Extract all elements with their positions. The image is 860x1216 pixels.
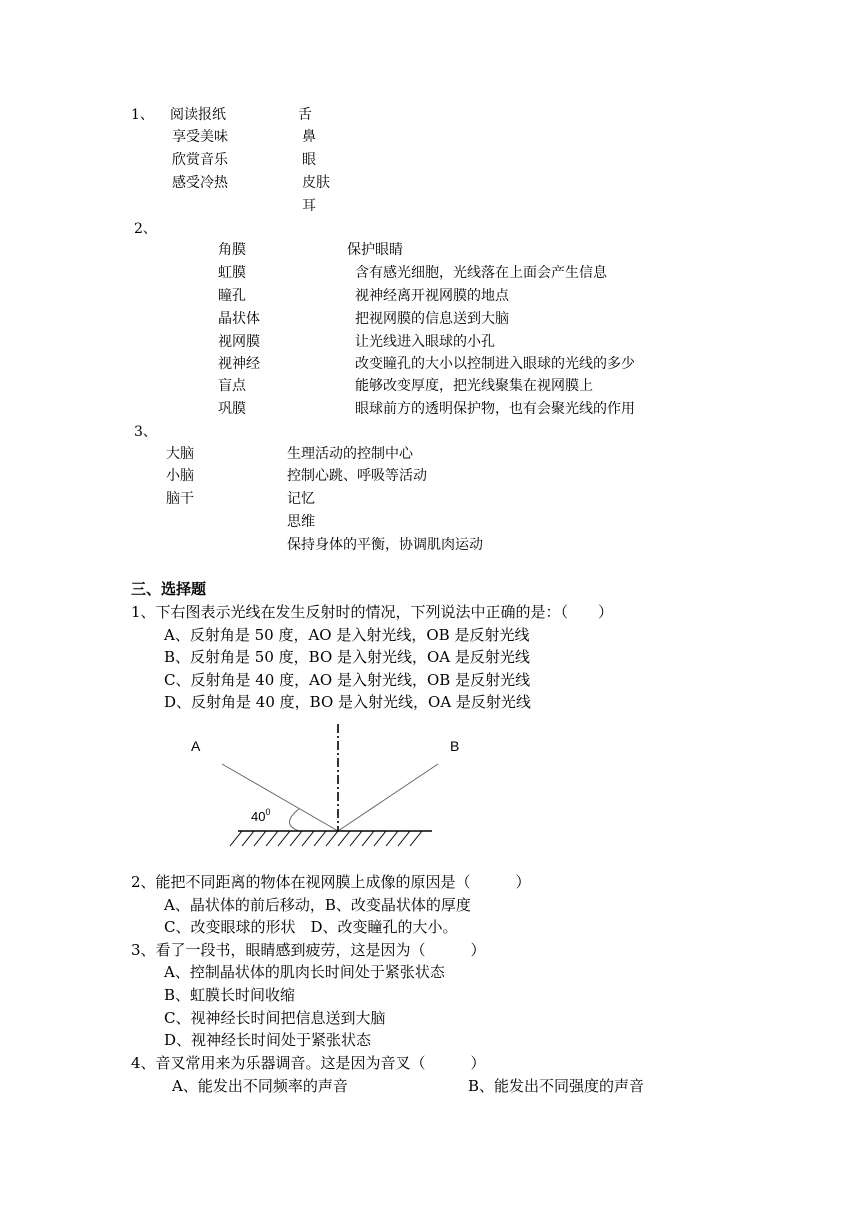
question-2-stem: 2、能把不同距离的物体在视网膜上成像的原因是（ ） <box>131 873 531 891</box>
hatch-line <box>314 831 326 846</box>
match-2-right-item: 视神经离开视网膜的地点 <box>355 288 509 304</box>
hatch-line <box>290 831 302 846</box>
match-2-right-item: 让光线进入眼球的小孔 <box>355 334 495 350</box>
hatch-line <box>374 831 386 846</box>
hatch-line <box>398 831 410 846</box>
match-2-left-item: 视神经 <box>218 356 260 372</box>
question-3-option: A、控制晶状体的肌肉长时间处于紧张状态 <box>164 963 445 981</box>
match-1-right-item: 皮肤 <box>302 175 330 191</box>
question-4-stem: 4、音叉常用来为乐器调音。这是因为音叉（ ） <box>131 1054 486 1072</box>
hatch-line <box>350 831 362 846</box>
question-3-option: D、视神经长时间处于紧张状态 <box>164 1031 372 1049</box>
match-1-number: 1、 <box>131 107 154 123</box>
match-2-left-item: 虹膜 <box>218 265 246 281</box>
match-2-right-item: 保护眼睛 <box>347 242 403 258</box>
match-3-right-item: 控制心跳、呼吸等活动 <box>287 468 427 484</box>
match-1-left-item: 欣赏音乐 <box>172 152 228 168</box>
question-4-option: A、能发出不同频率的声音 <box>172 1077 348 1095</box>
mirror-hatching <box>230 831 422 846</box>
match-2-left-item: 晶状体 <box>218 311 260 327</box>
section-title: 三、选择题 <box>131 580 207 598</box>
hatch-line <box>362 831 374 846</box>
hatch-line <box>254 831 266 846</box>
match-2-left-item: 盲点 <box>218 378 246 394</box>
figure-label-a: A <box>191 738 201 754</box>
match-2-left-item: 视网膜 <box>218 334 260 350</box>
match-1-right-item: 鼻 <box>302 129 316 145</box>
match-2-right-item: 眼球前方的透明保护物，也有会聚光线的作用 <box>355 401 635 417</box>
match-2-left-item: 瞳孔 <box>218 288 246 304</box>
question-1-option: B、反射角是 50 度，BO 是入射光线，OA 是反射光线 <box>164 648 530 666</box>
hatch-line <box>230 831 242 846</box>
match-2-left-item: 巩膜 <box>218 401 246 417</box>
reflection-diagram <box>180 720 470 855</box>
match-2-right-item: 把视网膜的信息送到大脑 <box>355 311 509 327</box>
match-1-left-item: 感受冷热 <box>172 175 228 191</box>
match-3-left-item: 大脑 <box>166 446 194 462</box>
match-2-right-item: 含有感光细胞，光线落在上面会产生信息 <box>355 265 607 281</box>
hatch-line <box>302 831 314 846</box>
angle-label: $40^0$ <box>251 807 271 824</box>
match-1-right-item: 眼 <box>302 152 316 168</box>
match-1-left-item: 阅读报纸 <box>170 107 226 123</box>
hatch-line <box>266 831 278 846</box>
match-2-right-item: 改变瞳孔的大小以控制进入眼球的光线的多少 <box>355 356 635 372</box>
question-1-option: A、反射角是 50 度，AO 是入射光线，OB 是反射光线 <box>164 626 530 644</box>
question-3-stem: 3、看了一段书，眼睛感到疲劳，这是因为（ ） <box>131 941 486 959</box>
match-1-right-item: 耳 <box>302 198 316 214</box>
question-3-option: B、虹膜长时间收缩 <box>164 986 296 1004</box>
match-3-left-item: 脑干 <box>166 491 194 507</box>
ray-ob <box>338 764 438 831</box>
ray-ao <box>222 764 338 831</box>
match-3-right-item: 思维 <box>287 514 315 530</box>
match-3-number: 3、 <box>134 424 157 440</box>
question-4-option: B、能发出不同强度的声音 <box>468 1077 645 1095</box>
match-1-left-item: 享受美味 <box>172 129 228 145</box>
match-3-right-item: 保持身体的平衡，协调肌肉运动 <box>287 537 483 553</box>
match-3-left-item: 小脑 <box>166 468 194 484</box>
hatch-line <box>410 831 422 846</box>
match-1-right-item: 舌 <box>298 107 312 123</box>
hatch-line <box>242 831 254 846</box>
hatch-line <box>278 831 290 846</box>
match-2-left-item: 角膜 <box>218 242 246 258</box>
question-3-option: C、视神经长时间把信息送到大脑 <box>164 1009 386 1027</box>
question-2-option: C、改变眼球的形状 D、改变瞳孔的大小。 <box>164 918 458 936</box>
match-3-right-item: 生理活动的控制中心 <box>287 446 413 462</box>
match-2-number: 2、 <box>134 221 157 237</box>
figure-label-b: B <box>450 738 460 754</box>
hatch-line <box>326 831 338 846</box>
hatch-line <box>338 831 350 846</box>
angle-arc <box>290 809 300 831</box>
question-1-stem: 1、下右图表示光线在发生反射时的情况，下列说法中正确的是：（ ） <box>131 603 614 621</box>
match-2-right-item: 能够改变厚度，把光线聚集在视网膜上 <box>355 378 593 394</box>
hatch-line <box>386 831 398 846</box>
match-3-right-item: 记忆 <box>287 491 315 507</box>
question-1-option: C、反射角是 40 度，AO 是入射光线，OB 是反射光线 <box>164 671 531 689</box>
question-1-option: D、反射角是 40 度，BO 是入射光线，OA 是反射光线 <box>164 693 531 711</box>
question-2-option: A、晶状体的前后移动，B、改变晶状体的厚度 <box>164 896 471 914</box>
